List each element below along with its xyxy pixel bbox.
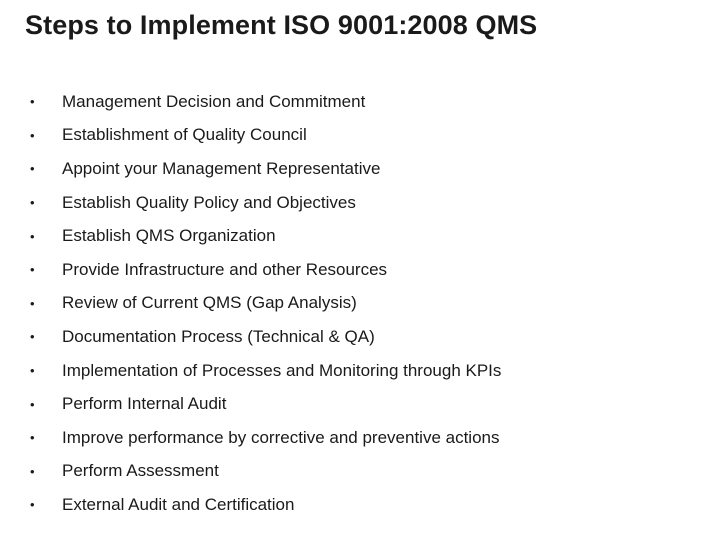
bullet-icon: • (30, 430, 35, 446)
list-item-label: Perform Assessment (62, 461, 219, 481)
list-item (30, 354, 501, 388)
bullet-icon: • (30, 463, 35, 479)
list-item-label: Establish Quality Policy and Objectives (62, 192, 356, 212)
list-item (30, 455, 501, 489)
list-item (30, 320, 501, 354)
list-item (30, 387, 501, 421)
list-item-label: Improve performance by corrective and preventive actions (62, 427, 500, 447)
list-item-label: Documentation Process (Technical & QA) (62, 326, 375, 346)
bullet-list (30, 85, 501, 522)
list-item (30, 488, 501, 522)
list-item-label: Implementation of Processes and Monitoring through KPIs (62, 360, 502, 380)
bullet-icon: • (30, 262, 35, 278)
slide-title: Steps to Implement ISO 9001:2008 QMS (25, 10, 538, 40)
list-item-label: Establishment of Quality Council (62, 125, 307, 145)
list-item-label: Management Decision and Commitment (62, 91, 366, 111)
list-item-label: External Audit and Certification (62, 494, 295, 514)
list-item (30, 119, 501, 153)
list-item (30, 287, 501, 321)
list-item-label: Provide Infrastructure and other Resources (62, 259, 388, 279)
list-item-label: Establish QMS Organization (62, 226, 276, 246)
list-item (30, 219, 501, 253)
list-item-label: Perform Internal Audit (62, 394, 227, 414)
bullet-icon: • (30, 396, 35, 412)
bullet-icon: • (30, 228, 35, 244)
bullet-icon: • (30, 161, 35, 177)
list-item-label: Review of Current QMS (Gap Analysis) (62, 293, 357, 313)
list-item (30, 186, 501, 220)
list-item (30, 253, 501, 287)
bullet-icon: • (30, 127, 35, 143)
bullet-icon: • (30, 363, 35, 379)
bullet-icon: • (30, 94, 35, 110)
bullet-icon: • (30, 497, 35, 513)
list-item (30, 85, 501, 119)
list-item-label: Appoint your Management Representative (62, 158, 381, 178)
list-item (30, 152, 501, 186)
list-item (30, 421, 501, 455)
bullet-icon: • (30, 295, 35, 311)
bullet-icon: • (30, 329, 35, 345)
bullet-icon: • (30, 195, 35, 211)
